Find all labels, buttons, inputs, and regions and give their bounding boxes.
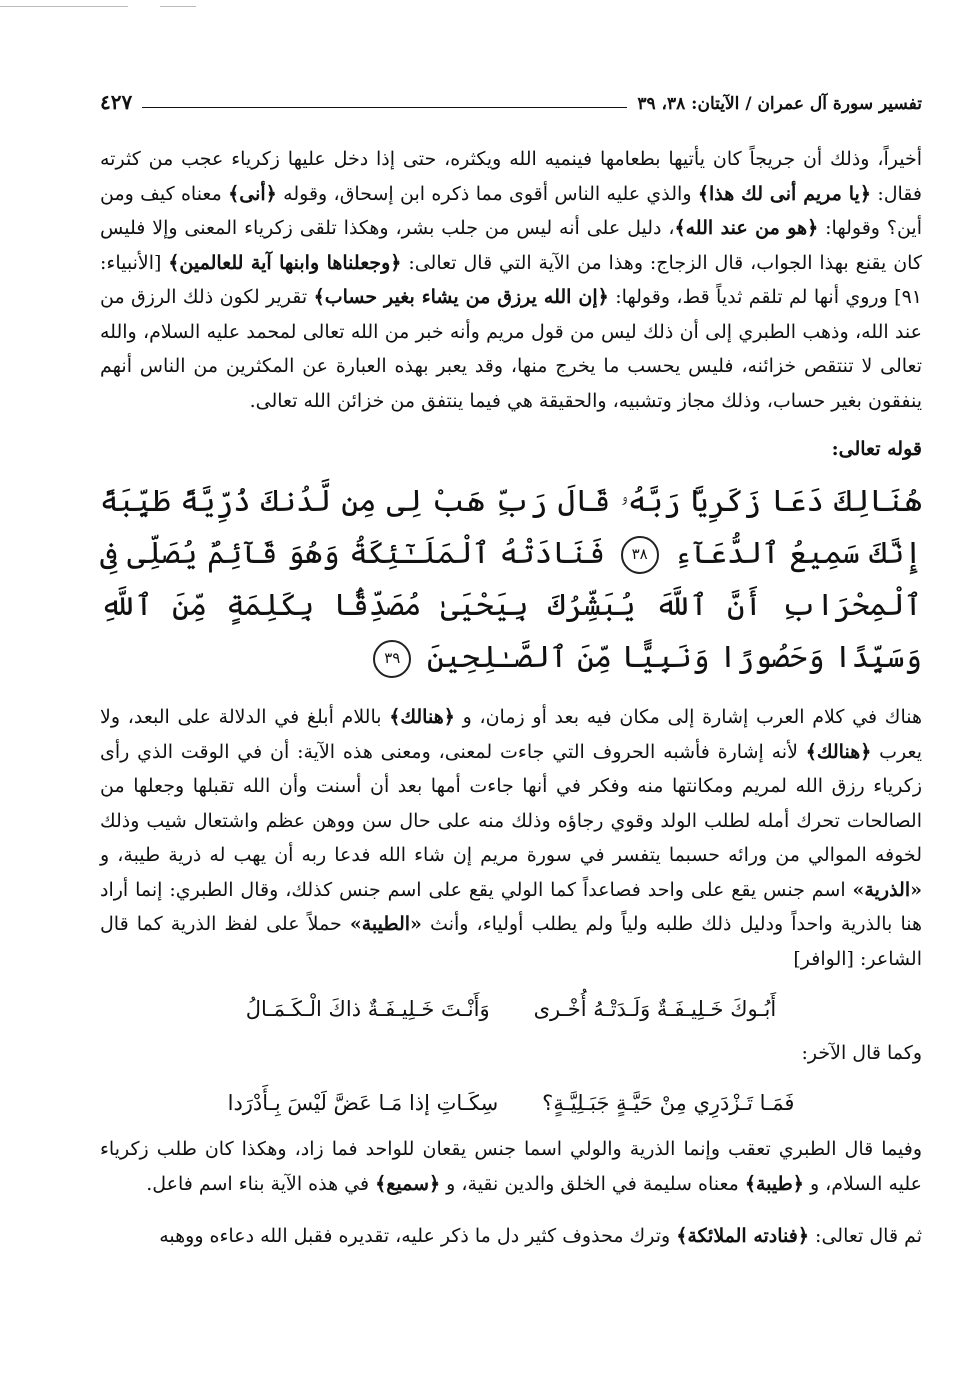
paragraph-4: ثم قال تعالى: ﴿فنادته الملائكة﴾ وترك محذوف كثير دل ما ذكر عليه، تقديره فقبل الله دعاءه ووهبه <box>159 1225 922 1247</box>
page-header <box>100 88 922 114</box>
quote: ﴿إن الله يرزق من يشاء بغير حساب﴾ <box>313 286 609 308</box>
quote: ﴿فنادته الملائكة﴾ <box>676 1225 809 1247</box>
quote: ﴿هو من عند الله﴾ <box>674 217 819 239</box>
hemistich: سِكَـاتِ إذا مَـا عَضَّ لَيْسَ بِـأَدْرَدا <box>227 1091 499 1115</box>
hemistich: أَبُـوكَ خَـلِيـفَـةٌ وَلَـدَتْـهُ أُخْـرى <box>533 997 777 1021</box>
ayah-number-38: ٣٨ <box>621 536 659 574</box>
quote: ﴿سميع﴾ <box>375 1172 441 1195</box>
quote: ﴿طيبة﴾ <box>744 1172 804 1195</box>
poem-line-1 <box>100 986 922 1032</box>
poem-line-2 <box>100 1080 922 1126</box>
scan-artifact-lines <box>0 6 962 10</box>
ayah-number-39: ٣٩ <box>373 640 411 678</box>
paragraph-1: أخيراً، وذلك أن جريجاً كان يأتيها بطعامها فينميه الله ويكثره، حتى إذا دخل عليها زكرياء عجب من كثرته فقال: ﴿يا مريم أنى لك هذا﴾ والذي عليه الناس أقوى مما ذكره ابن إسحاق، وقوله ﴿أنى﴾ معناه كيف ومن أين؟ وقولها: ﴿هو من عند الله﴾، دليل على أنه ليس من جلب بشر، وهكذا تلقى زكرياء المعنى وإلا فليس كان يقنع بهذا الجواب، قال الزجاج: وهذا من الآية التي قال تعالى: ﴿وجعلناها وابنها آية للعالمين﴾ [الأنبياء: ٩١] وروي أنها لم تلقم ثدياً قط، وقولها: ﴿إن الله يرزق من يشاء بغير حساب﴾ تقرير لكون ذلك الرزق من عند الله، وذهب الطبري إلى أن ذلك ليس من قول مريم وأنه خبر من الله تعالى لمحمد عليه السلام، والله تعالى لا تنتقص خزائنه، فليس يحسب ما يخرج منها، وقد يعبر بهذه العبارة عن المكثرين من الناس أنهم ينفقون بغير حساب، وذلك مجاز وتشبيه، والحقيقة هي فيما ينتفق من خزائن الله تعالى. <box>100 148 923 412</box>
paragraph-2: هناك في كلام العرب إشارة إلى مكان فيه بعد أو زمان، و ﴿هنالك﴾ باللام أبلغ في الدلالة على البعد، ولا يعرب ﴿هنالك﴾ لأنه إشارة فأشبه الحروف التي جاءت لمعنى، ومعنى هذه الآية: أن في الوقت الذي رأى زكرياء رزق الله لمريم ومكانتها منه وفكر في أنها جاءت أمها بعد أن أسنت وأن الله تقبلها وجعلها من الصالحات تحرك أمله لطلب الولد وقوي رجاؤه وذلك منه على حال سن ووهن عظم واشتعال شيب وذلك لخوفه الموالي من ورائه حسبما يتفسر في سورة مريم إن شاء الله فدعا ربه أن يهب له ذرية طيبة، و «الذرية» اسم جنس يقع على واحد فصاعداً كما الولي يقع على اسم جنس كذلك، وقال الطبري: إنما أراد هنا بالذرية واحداً ودليل ذلك طلبه ولياً ولم يطلب أولياء، وأنث «الطيبة» حملاً على لفظ الذرية كما قال الشاعر: [الوافر] <box>100 706 922 970</box>
hemistich: وَأَنْـتَ خَـلِيـفَـةٌ ذاكَ الْـكَـمَـالُ <box>245 997 490 1021</box>
quote: ﴿هنالك﴾ <box>389 706 455 728</box>
section-subheading: قوله تعالى: <box>831 438 922 460</box>
another-poet-intro: وكما قال الآخر: <box>801 1042 922 1064</box>
quote: «الذرية» <box>852 878 922 901</box>
book-page <box>100 88 922 1254</box>
running-title: تفسير سورة آل عمران / الآيتان: ٣٨، ٣٩ <box>637 94 922 114</box>
quote: ﴿يا مريم أنى لك هذا﴾ <box>697 182 871 205</box>
header-rule <box>142 107 627 108</box>
quote: ﴿أنى﴾ <box>228 182 277 205</box>
ayah-39-text: فَنَادَتْهُ ٱلْمَلَـٰٓئِكَةُ وَهُوَ قَآئِمٌ يُصَلِّى فِى ٱلْمِحْرَابِ أَنَّ ٱللَّهَ يُبَشِّرُكَ بِيَحْيَىٰ مُصَدِّقًۢا بِكَلِمَةٍ مِّنَ ٱللَّهِ وَسَيِّدًا وَحَصُورًا وَنَبِيًّا مِّنَ ٱلصَّـٰلِحِينَ <box>100 536 922 675</box>
paragraph-3: وفيما قال الطبري تعقب وإنما الذرية والولي اسما جنس يقعان للواحد فما زاد، وهكذا كان طلب زكرياء عليه السلام، و ﴿طيبة﴾ معناه سليمة في الخلق والدين نقية، و ﴿سميع﴾ في هذه الآية بناء اسم فاعل. <box>100 1138 922 1195</box>
ayah-38-text: هُنَالِكَ دَعَا زَكَرِيَّا رَبَّهُۥ قَالَ رَبِّ هَبْ لِى مِن لَّدُنكَ ذُرِّيَّةً طَيِّبَةً إِنَّكَ سَمِيعُ ٱلدُّعَآءِ <box>100 484 922 571</box>
quote: ﴿هنالك﴾ <box>805 740 872 763</box>
page-number: ٤٢٧ <box>100 90 133 114</box>
quote: «الطيبة» <box>349 913 422 935</box>
hemistich: فَمَـا تَـزْدَرِي مِنْ حَيَّـةٍ جَبَـلِيَّـةٍ؟ <box>542 1091 795 1115</box>
quran-verses <box>100 476 922 684</box>
quote: ﴿وجعلناها وابنها آية للعالمين﴾ <box>168 251 402 274</box>
